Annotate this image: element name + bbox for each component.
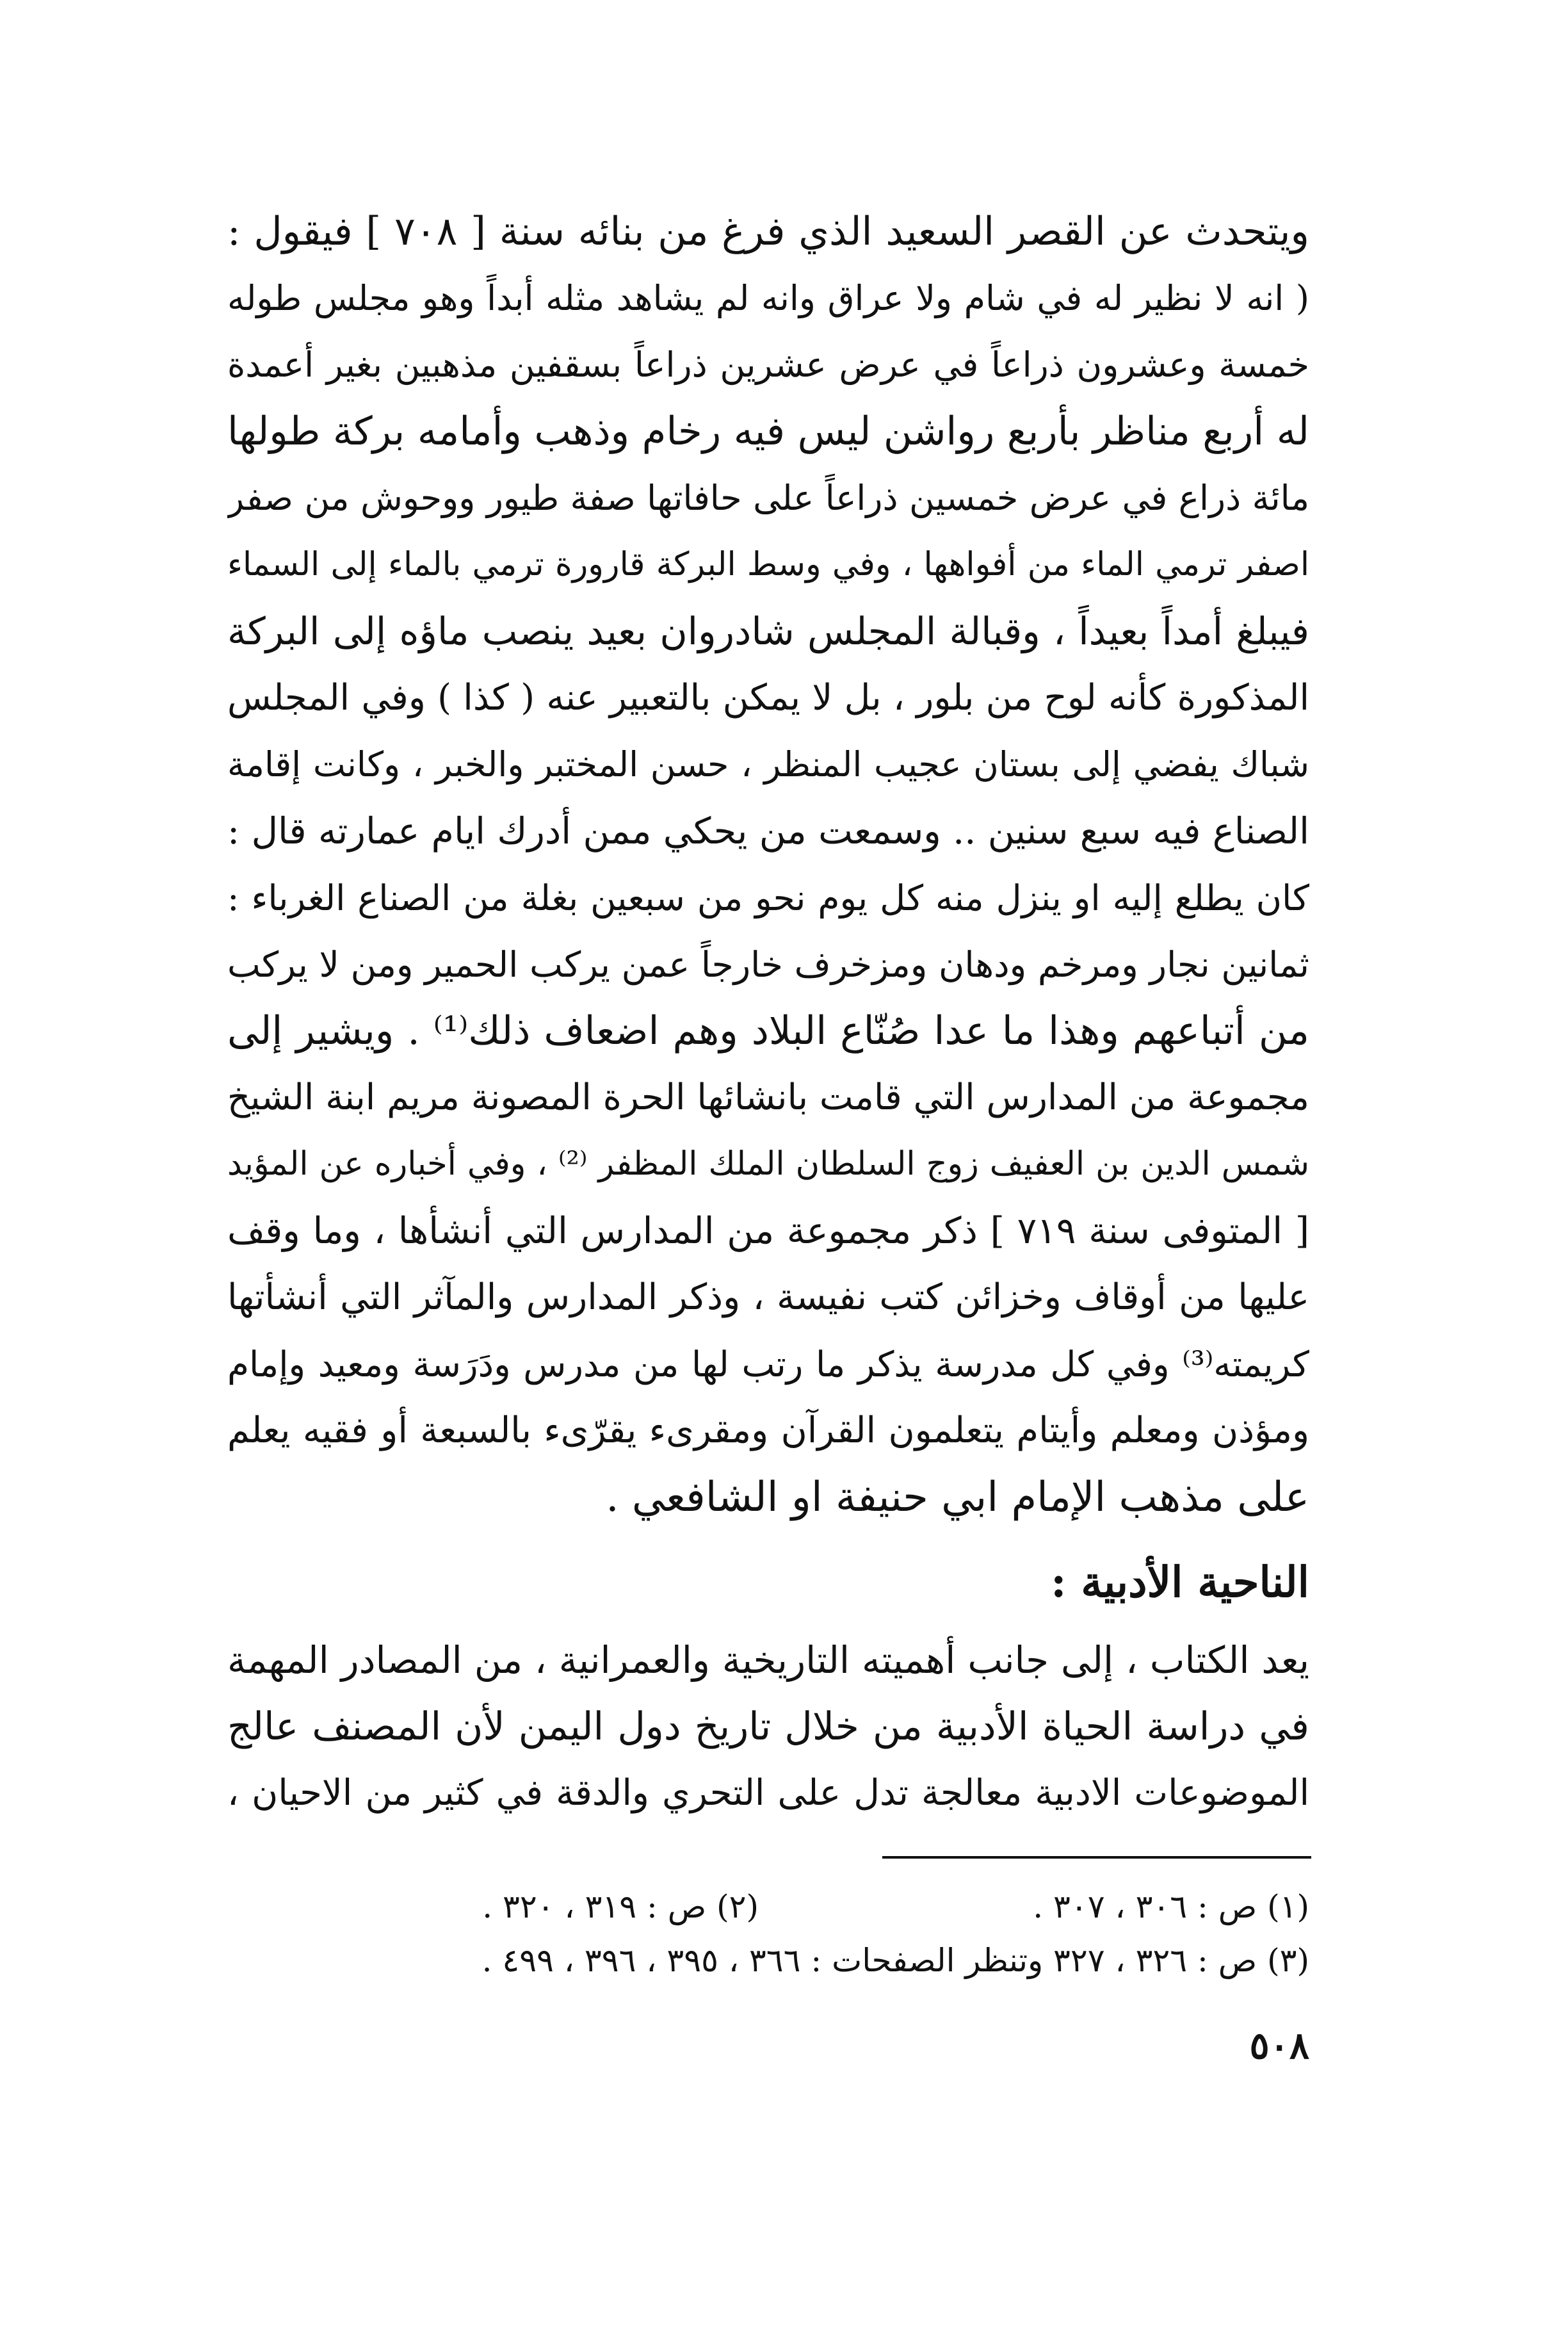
text-line: شباك يفضي إلى بستان عجيب المنظر ، حسن المختبر والخبر ، وكانت إقامة <box>227 744 1309 785</box>
text-line: مجموعة من المدارس التي قامت بانشائها الحرة المصونة مريم ابنة الشيخ <box>227 1077 1309 1118</box>
text-line: ويتحدث عن القصر السعيد الذي فرغ من بنائه سنة [ ٧٠٨ ] فيقول : <box>227 209 1309 254</box>
text-line: الموضوعات الادبية معالجة تدل على التحري والدقة في كثير من الاحيان ، <box>227 1772 1309 1814</box>
footnote-row <box>301 1934 1309 1987</box>
text-line: كريمته⁽³⁾ وفي كل مدرسة يذكر ما رتب لها من مدرس ودَرَسة ومعيد وإمام <box>227 1344 1309 1385</box>
page-number: ٥٠٨ <box>1249 2024 1309 2067</box>
text-line: ثمانين نجار ومرخم ودهان ومزخرف خارجاً عمن يركب الحمير ومن لا يركب <box>227 944 1309 985</box>
text-line: شمس الدين بن العفيف زوج السلطان الملك المظفر ⁽²⁾ ، وفي أخباره عن المؤيد <box>227 1145 1309 1183</box>
text-line: يعد الكتاب ، إلى جانب أهميته التاريخية والعمرانية ، من المصادر المهمة <box>227 1638 1309 1682</box>
text-line: كان يطلع إليه او ينزل منه كل يوم نحو من سبعين بغلة من الصناع الغرباء : <box>227 877 1309 918</box>
text-line: الصناع فيه سبع سنين .. وسمعت من يحكي ممن أدرك ايام عمارته قال : <box>227 810 1309 852</box>
section-paragraph <box>227 1627 1309 1827</box>
footnote-2: (٢) ص : ٣١٩ ، ٣٢٠ . <box>482 1888 759 1925</box>
text-line: [ المتوفى سنة ٧١٩ ] ذكر مجموعة من المدارس التي أنشأها ، وما وقف <box>227 1210 1309 1252</box>
text-line: اصفر ترمي الماء من أفواهها ، وفي وسط البركة قارورة ترمي بالماء إلى السماء <box>227 546 1309 583</box>
footnote-1: (١) ص : ٣٠٦ ، ٣٠٧ . <box>1033 1888 1309 1925</box>
footnote-row <box>301 1880 1309 1934</box>
text-line: على مذهب الإمام ابي حنيفة او الشافعي . <box>606 1474 1309 1521</box>
footnote-3: (٣) ص : ٣٢٦ ، ٣٢٧ وتنظر الصفحات : ٣٦٦ ، ٣٩٥ ، ٣٩٦ ، ٤٩٩ . <box>481 1942 1309 1979</box>
section-heading: الناحية الأدبية : <box>1051 1557 1309 1607</box>
text-line: فيبلغ أمداً بعيداً ، وقبالة المجلس شادروان بعيد ينصب ماؤه إلى البركة <box>227 609 1309 653</box>
text-line: في دراسة الحياة الأدبية من خلال تاريخ دول اليمن لأن المصنف عالج <box>227 1704 1309 1749</box>
body-paragraph <box>227 199 1309 1531</box>
text-line: عليها من أوقاف وخزائن كتب نفيسة ، وذكر المدارس والمآثر التي أنشأتها <box>227 1276 1309 1318</box>
text-line: من أتباعهم وهذا ما عدا صُنّاع البلاد وهم اضعاف ذلك⁽¹⁾ . ويشير إلى <box>227 1008 1309 1054</box>
text-line: ومؤذن ومعلم وأيتام يتعلمون القرآن ومقرىء يقرّىء بالسبعة أو فقيه يعلم <box>227 1410 1309 1451</box>
text-line: خمسة وعشرون ذراعاً في عرض عشرين ذراعاً بسقفين مذهبين بغير أعمدة <box>227 345 1309 385</box>
text-line: المذكورة كأنه لوح من بلور ، بل لا يمكن بالتعبير عنه ( كذا ) وفي المجلس <box>227 677 1309 719</box>
footnote-divider <box>882 1856 1311 1859</box>
text-line: ( انه لا نظير له في شام ولا عراق وانه لم يشاهد مثله أبداً وهو مجلس طوله <box>227 278 1309 318</box>
footnotes <box>301 1880 1309 1987</box>
text-line: مائة ذراع في عرض خمسين ذراعاً على حافاتها صفة طيور ووحوش من صفر <box>227 478 1309 518</box>
text-line: له أربع مناظر بأربع رواشن ليس فيه رخام وذهب وأمامه بركة طولها <box>227 409 1309 454</box>
